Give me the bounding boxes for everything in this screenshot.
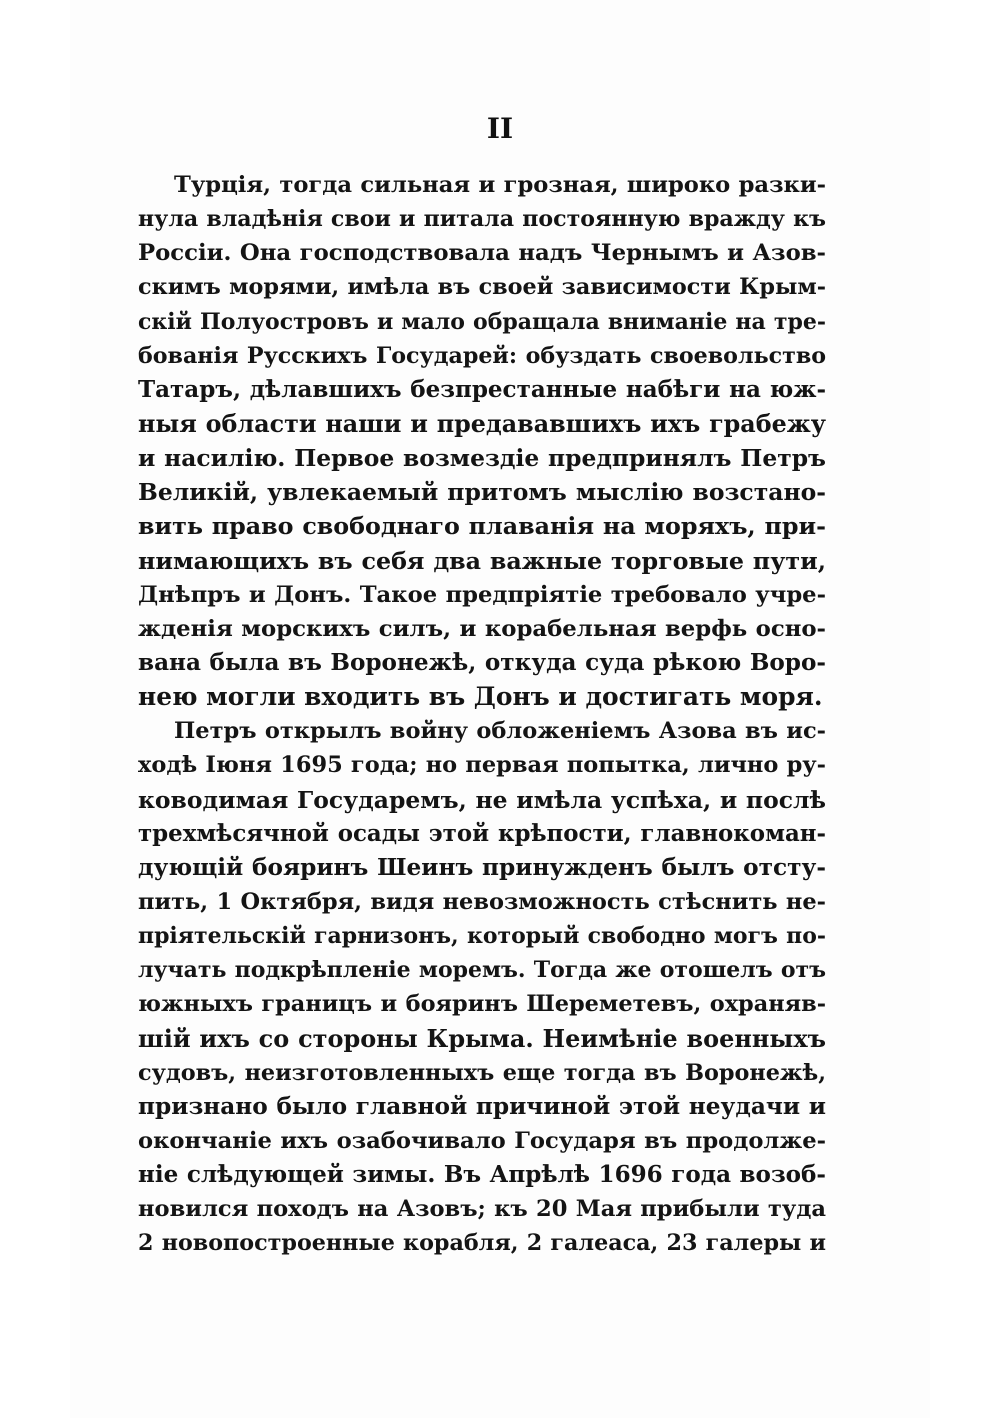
text-line: ходѣ Іюня 1695 года; но первая попытка, лично ру- bbox=[138, 752, 826, 779]
text-line: нимающихъ въ себя два важные торговые пути, bbox=[138, 546, 826, 575]
text-line: вить право свободнаго плаванія на моряхъ, при- bbox=[138, 512, 826, 541]
text-line: Днѣпръ и Донъ. Такое предпріятіе требовало учре- bbox=[138, 581, 826, 608]
text-line: скій Полуостровъ и мало обращала вниманіе на тре- bbox=[138, 308, 826, 335]
text-line: нею могли входить въ Донъ и достигать моря. bbox=[138, 682, 823, 712]
text-line: бованія Русскихъ Государей: обуздать своевольство bbox=[138, 342, 826, 369]
text-line: скимъ морями, имѣла въ своей зависимости Крым- bbox=[138, 274, 826, 301]
text-line: нула владѣнія свои и питала постоянную вражду къ bbox=[138, 206, 826, 233]
text-line: ныя области наши и предававшихъ ихъ грабежу bbox=[138, 409, 826, 438]
text-line: Россіи. Она господствовала надъ Чернымъ и Азов- bbox=[138, 240, 826, 267]
text-line: Петръ открылъ войну обложеніемъ Азова въ ис- bbox=[174, 718, 826, 745]
text-line: трехмѣсячной осады этой крѣпости, главнокоман- bbox=[138, 820, 826, 847]
text-line: вана была въ Воронежѣ, откуда суда рѣкою Воро- bbox=[138, 648, 826, 676]
text-line: южныхъ границъ и бояринъ Шереметевъ, охраняв- bbox=[138, 991, 826, 1018]
text-line: судовъ, неизготовленныхъ еще тогда въ Воронежѣ, bbox=[138, 1059, 826, 1086]
text-line: и насилію. Первое возмездіе предпринялъ Петръ bbox=[138, 444, 826, 473]
text-line: ководимая Государемъ, не имѣла успѣха, и послѣ bbox=[138, 785, 826, 814]
text-line: новился походъ на Азовъ; къ 20 Мая прибыли туда bbox=[138, 1196, 826, 1223]
text-line: лучать подкрѣпленіе моремъ. Тогда же отошелъ отъ bbox=[138, 957, 826, 984]
text-line: Великій, увлекаемый притомъ мыслію возстано- bbox=[138, 478, 826, 507]
text-line: дующій бояринъ Шеинъ принужденъ былъ отсту- bbox=[138, 853, 826, 881]
page-number: II bbox=[486, 112, 514, 145]
text-line: ніе слѣдующей зимы. Въ Апрѣлѣ 1696 года возоб- bbox=[138, 1161, 826, 1189]
text-line: шій ихъ со стороны Крыма. Неимѣніе военныхъ bbox=[138, 1024, 826, 1053]
text-line: жденія морскихъ силъ, и корабельная верфь осно- bbox=[138, 615, 826, 642]
text-line: окончаніе ихъ озабочивало Государя въ продолже- bbox=[138, 1127, 826, 1154]
text-line: пить, 1 Октября, видя невозможность стѣснить не- bbox=[138, 888, 826, 915]
body-text bbox=[138, 168, 826, 1261]
text-line: Татаръ, дѣлавшихъ безпрестанные набѣги на юж- bbox=[138, 375, 826, 403]
text-line: пріятельскій гарнизонъ, который свободно могъ по- bbox=[138, 923, 826, 950]
text-line: признано было главной причиной этой неудачи и bbox=[138, 1092, 826, 1120]
text-line: Турція, тогда сильная и грозная, широко разки- bbox=[174, 172, 826, 198]
text-line: 2 новопостроенные корабля, 2 галеаса, 23 галеры и bbox=[138, 1230, 826, 1257]
